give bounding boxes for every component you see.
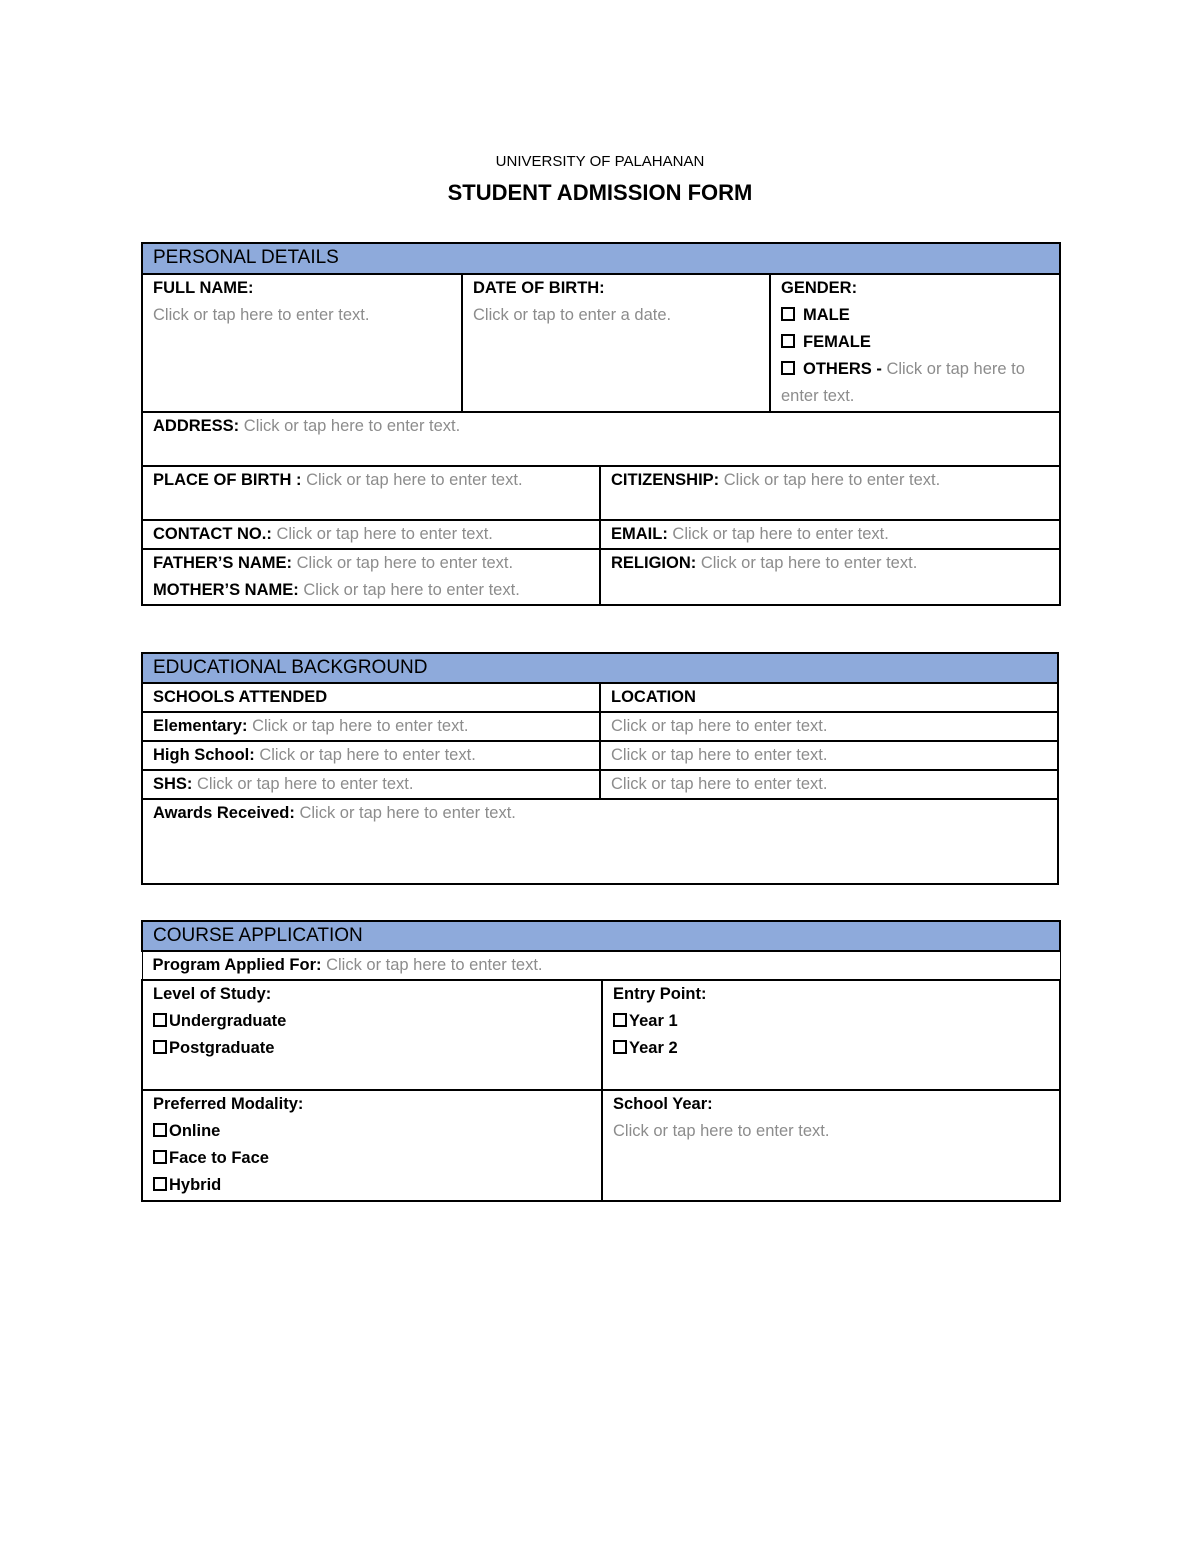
male-option-label: MALE (803, 306, 850, 324)
parents-cell (142, 549, 600, 605)
shs-location-field[interactable]: Click or tap here to enter text. (611, 775, 828, 793)
shs-location-cell[interactable] (600, 770, 1058, 799)
year-2-label: Year 2 (629, 1039, 678, 1057)
awards-label: Awards Received: (153, 804, 295, 822)
email-label: EMAIL: (611, 525, 668, 543)
female-option-label: FEMALE (803, 333, 871, 351)
elementary-cell[interactable] (142, 712, 600, 741)
place-of-birth-label: PLACE OF BIRTH : (153, 471, 302, 489)
highschool-field[interactable]: Click or tap here to enter text. (259, 746, 476, 764)
email-field[interactable]: Click or tap here to enter text. (672, 525, 889, 543)
contact-cell[interactable] (142, 520, 600, 549)
full-name-label: FULL NAME: (153, 279, 254, 297)
school-year-label: School Year: (613, 1095, 713, 1113)
citizenship-field[interactable]: Click or tap here to enter text. (723, 471, 941, 489)
table-row (142, 712, 1058, 741)
postgraduate-checkbox[interactable] (153, 1040, 167, 1054)
address-field[interactable]: Click or tap here to enter text. (243, 417, 461, 435)
elementary-location-cell[interactable] (600, 712, 1058, 741)
religion-cell[interactable] (600, 549, 1060, 605)
year-1-checkbox[interactable] (613, 1013, 627, 1027)
program-cell[interactable] (142, 951, 1060, 980)
face-to-face-checkbox[interactable] (153, 1150, 167, 1164)
shs-field[interactable]: Click or tap here to enter text. (197, 775, 414, 793)
highschool-location-field[interactable]: Click or tap here to enter text. (611, 746, 828, 764)
elementary-location-field[interactable]: Click or tap here to enter text. (611, 717, 828, 735)
date-of-birth-cell[interactable] (462, 274, 770, 412)
school-year-cell[interactable] (602, 1090, 1060, 1201)
date-of-birth-field[interactable]: Click or tap to enter a date. (473, 306, 672, 324)
hybrid-checkbox[interactable] (153, 1177, 167, 1191)
year-1-label: Year 1 (629, 1012, 678, 1030)
elementary-label: Elementary: (153, 717, 248, 735)
form-title: STUDENT ADMISSION FORM (447, 180, 753, 205)
educational-background-table (141, 652, 1059, 885)
elementary-school-field[interactable]: Click or tap here to enter text. (252, 717, 469, 735)
highschool-cell[interactable] (142, 741, 600, 770)
course-application-heading: COURSE APPLICATION (142, 921, 1060, 951)
religion-field[interactable]: Click or tap here to enter text. (700, 554, 918, 572)
university-name: UNIVERSITY OF PALAHANAN (495, 153, 705, 170)
hybrid-label: Hybrid (169, 1176, 222, 1194)
male-checkbox[interactable] (781, 307, 795, 321)
place-of-birth-cell[interactable] (142, 466, 600, 520)
postgraduate-label: Postgraduate (169, 1039, 275, 1057)
mother-name-label: MOTHER’S NAME: (153, 581, 299, 599)
online-label: Online (169, 1122, 221, 1140)
date-of-birth-label: DATE OF BIRTH: (473, 279, 605, 297)
undergraduate-label: Undergraduate (169, 1012, 287, 1030)
others-option-label: OTHERS - (803, 360, 882, 378)
schools-attended-header: SCHOOLS ATTENDED (142, 683, 600, 712)
gender-cell (770, 274, 1060, 412)
shs-label: SHS: (153, 775, 193, 793)
full-name-cell[interactable] (142, 274, 462, 412)
citizenship-label: CITIZENSHIP: (611, 471, 720, 489)
female-checkbox[interactable] (781, 334, 795, 348)
year-2-checkbox[interactable] (613, 1040, 627, 1054)
undergraduate-checkbox[interactable] (153, 1013, 167, 1027)
online-checkbox[interactable] (153, 1123, 167, 1137)
table-row (142, 741, 1058, 770)
father-name-label: FATHER’S NAME: (153, 554, 293, 572)
personal-details-heading: PERSONAL DETAILS (142, 243, 1060, 274)
place-of-birth-field[interactable]: Click or tap here to enter text. (306, 471, 523, 489)
contact-field[interactable]: Click or tap here to enter text. (276, 525, 493, 543)
mother-name-field[interactable]: Click or tap here to enter text. (303, 581, 520, 599)
address-label: ADDRESS: (153, 417, 240, 435)
email-cell[interactable] (600, 520, 1060, 549)
highschool-label: High School: (153, 746, 255, 764)
full-name-field[interactable]: Click or tap here to enter text. (153, 306, 370, 324)
awards-field[interactable]: Click or tap here to enter text. (299, 804, 516, 822)
address-cell[interactable] (142, 412, 1060, 466)
level-of-study-cell (142, 980, 602, 1090)
location-header: LOCATION (600, 683, 1058, 712)
awards-cell[interactable] (142, 799, 1058, 884)
others-field[interactable]: Click or tap here to enter text. (781, 360, 1025, 405)
contact-label: CONTACT NO.: (153, 525, 272, 543)
religion-label: RELIGION: (611, 554, 697, 572)
course-application-table (141, 920, 1061, 1202)
entry-point-cell (602, 980, 1060, 1090)
educational-background-heading: EDUCATIONAL BACKGROUND (142, 653, 1058, 683)
modality-cell (142, 1090, 602, 1201)
citizenship-cell[interactable] (600, 466, 1060, 520)
personal-details-table (141, 242, 1061, 606)
shs-cell[interactable] (142, 770, 600, 799)
highschool-location-cell[interactable] (600, 741, 1058, 770)
table-row (142, 770, 1058, 799)
entry-point-label: Entry Point: (613, 985, 707, 1003)
modality-label: Preferred Modality: (153, 1095, 304, 1113)
others-checkbox[interactable] (781, 361, 795, 375)
father-name-field[interactable]: Click or tap here to enter text. (296, 554, 514, 572)
face-to-face-label: Face to Face (169, 1149, 269, 1167)
gender-label: GENDER: (781, 279, 858, 297)
program-field[interactable]: Click or tap here to enter text. (326, 956, 543, 974)
school-year-field[interactable]: Click or tap here to enter text. (613, 1122, 830, 1140)
program-label: Program Applied For: (152, 956, 322, 974)
level-of-study-label: Level of Study: (153, 985, 272, 1003)
